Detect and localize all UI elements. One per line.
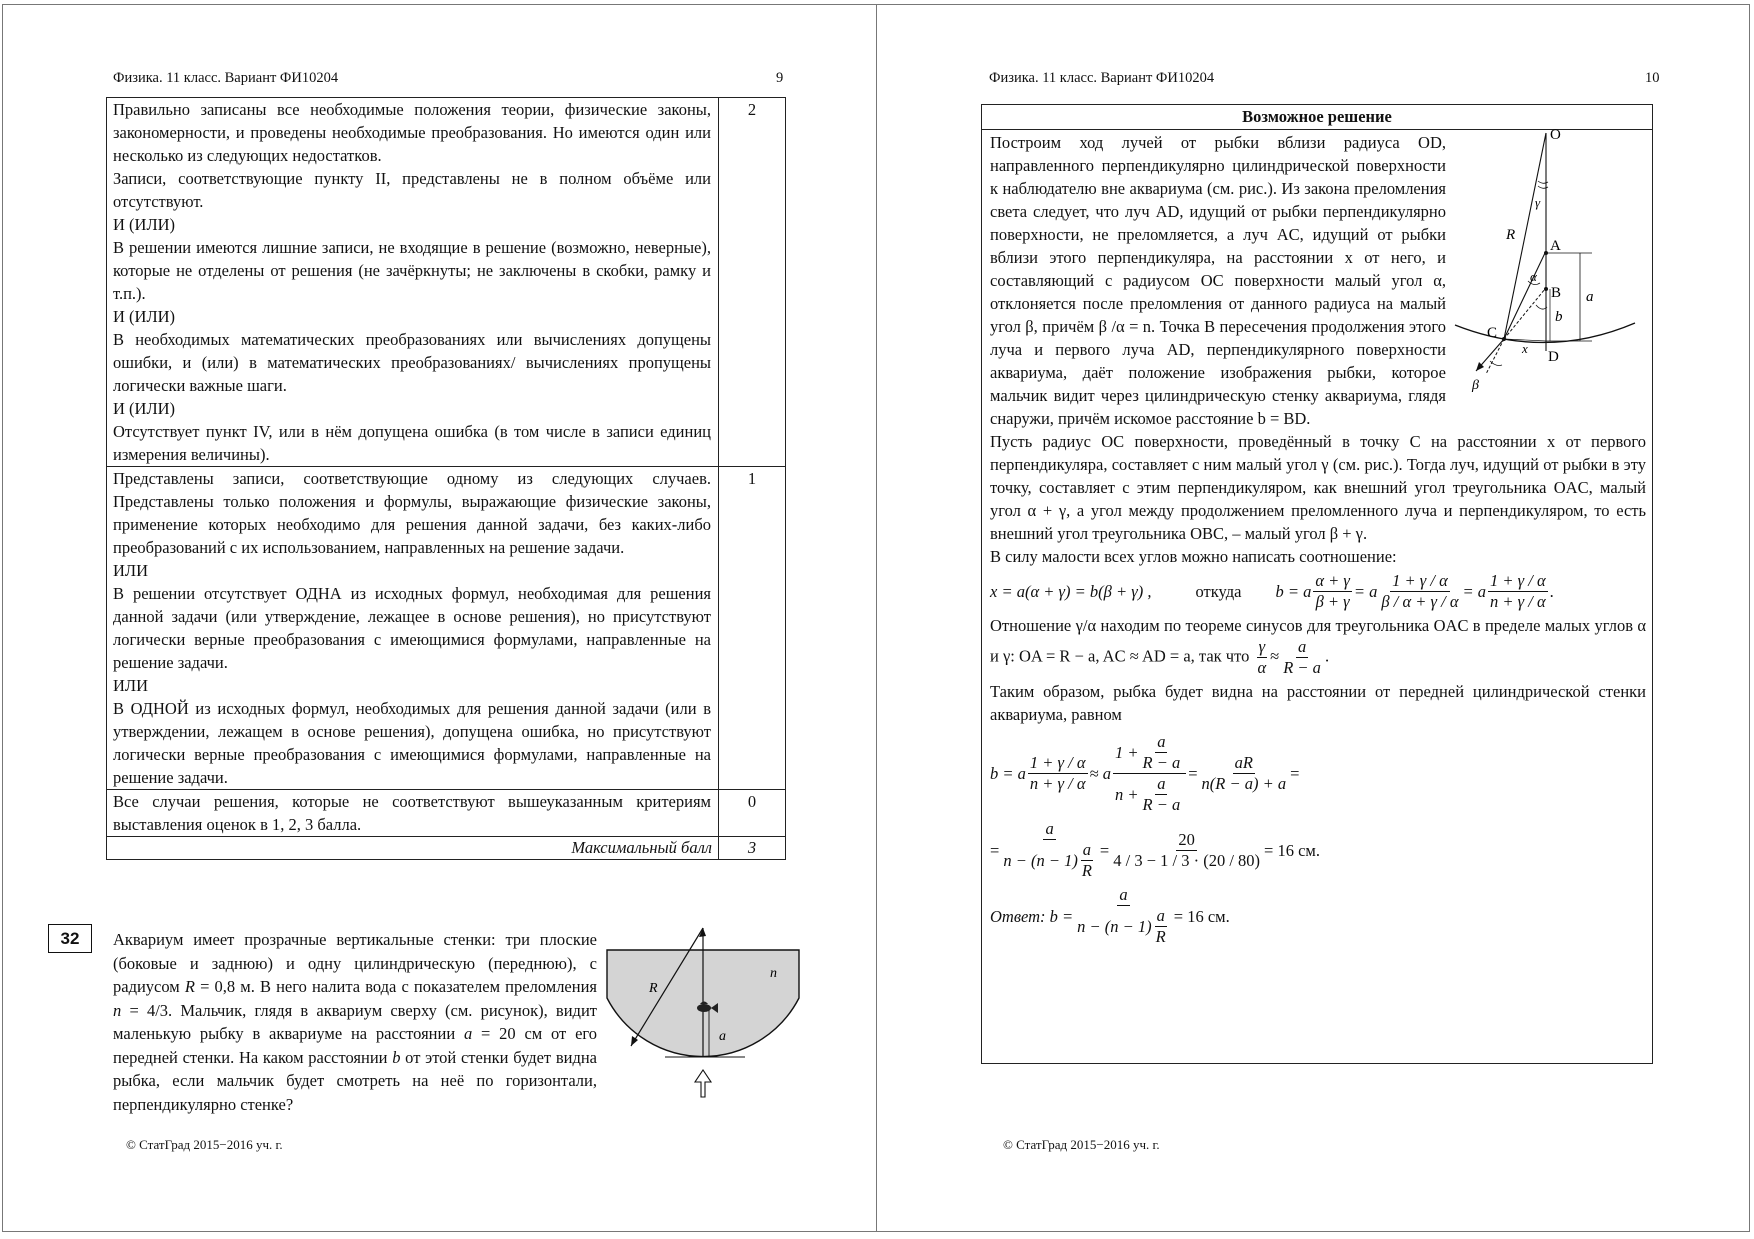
numerator: a [1119, 885, 1128, 904]
eq-text: b = [1049, 906, 1074, 926]
label-O: O [1550, 129, 1561, 143]
fraction [1111, 830, 1262, 871]
numerator: a [1157, 774, 1166, 793]
criteria-text: ИЛИ [113, 561, 149, 580]
eq-text: ≈ a [1089, 764, 1111, 783]
solution-title: Возможное решение [982, 105, 1652, 130]
denominator: R − a [1142, 795, 1181, 814]
compound-fraction [1001, 819, 1098, 881]
aquarium-figure [605, 922, 805, 1127]
task-number: 32 [48, 924, 92, 953]
compound-fraction [1075, 885, 1172, 947]
answer-label: Ответ: [990, 906, 1046, 926]
numerator [1113, 732, 1186, 774]
label-x: x [1522, 341, 1528, 356]
denominator: R [1081, 861, 1092, 880]
eq-text: b = a [1275, 581, 1312, 601]
label-beta: β [1472, 378, 1479, 393]
left-page-header: Физика. 11 класс. Вариант ФИ10204 [113, 70, 339, 86]
numerator: a [1156, 906, 1165, 925]
fraction [1200, 753, 1289, 794]
label-R: R [1506, 227, 1516, 243]
numerator: 20 [1178, 829, 1195, 849]
criteria-max-row [107, 837, 786, 860]
numerator: α + γ [1315, 570, 1350, 590]
criteria-text: Отсутствует пункт IV, или в нём допущена ошибка (в том числе в записи единиц измерения величины). [113, 422, 711, 464]
eq-text: = [1188, 764, 1198, 783]
label-R: R [649, 981, 658, 996]
eq-text: x = a(α + γ) = b(β + γ) , [990, 581, 1152, 601]
criteria-row-0 [107, 790, 786, 837]
numerator: 1 + γ / α [1029, 753, 1086, 772]
equation-3 [990, 819, 1646, 881]
denominator: β / α + γ / α [1381, 591, 1459, 611]
denominator: 4 / 3 − 1 / 3 · (20 / 80) [1113, 850, 1261, 870]
eq-text: n − (n − 1) [1077, 916, 1152, 936]
task-symbol: n [113, 1000, 122, 1020]
label-B: B [1551, 285, 1562, 301]
criteria-row-2 [107, 98, 786, 467]
solution-paragraph: В силу малости всех углов можно написать соотношение: [990, 547, 1397, 566]
eq-text: = 16 см. [1264, 840, 1320, 860]
criteria-text: В решении имеются лишние записи, не входящие в решение (возможно, неверные), которые не отделены от решения (не зачёркнуты; не заключены в скобки, рамку и т.п.). [113, 238, 711, 303]
criteria-row-1 [107, 467, 786, 790]
denominator: R − a [1283, 658, 1321, 677]
solution-body [990, 131, 1646, 947]
criteria-score: 1 [719, 467, 786, 790]
refraction-diagram [1450, 129, 1650, 429]
fraction [1140, 732, 1182, 773]
label-a: a [719, 1029, 726, 1044]
paragraph-text: Отношение γ/α находим по теореме синусов для треугольника OAC в пределе малых углов α и γ: OA = R − a, AC ≈ AD = a, так что [990, 616, 1646, 666]
criteria-text: Представлены записи, соответствующие одному из следующих случаев. Представлены только положения и формулы, выражающие физические законы, применение которых необходимо для решения данной задачи, без каких-либо преобразований с их использованием, направленных на решение задачи. [113, 469, 711, 557]
label-a: a [1586, 289, 1594, 305]
task-text-part: = 20 см от его передней стенки. На каком расстоянии [113, 1024, 597, 1067]
criteria-text: В необходимых математических преобразованиях или вычислениях допущены ошибки, и (или) в математических преобразованиях/ вычислениях пропущены логически важные шаги. [113, 330, 711, 395]
point-A [1544, 251, 1548, 255]
right-page-header: Физика. 11 класс. Вариант ФИ10204 [989, 70, 1215, 86]
point-B [1544, 287, 1548, 291]
task-symbol: b [392, 1047, 401, 1067]
criteria-text: В решении отсутствует ОДНА из исходных формул, необходимая для решения данной задачи (или утверждение, лежащее в основе решения), но присутствуют логически верные преобразования с имеющимися формулами, направленные на решение задачи. [113, 584, 711, 672]
numerator: 1 + γ / α [1490, 570, 1546, 590]
eq-text: b = a [990, 764, 1026, 783]
angle-arc [1536, 305, 1547, 309]
solution-box [981, 104, 1653, 1064]
denominator [1075, 906, 1172, 947]
fraction [1313, 571, 1352, 612]
solution-paragraph: Пусть радиус OC поверхности, проведённый в точку C на расстоянии x от первого перпендикуляра, составляет с ним малый угол γ (см. рис.). Тогда луч, идущий от рыбки в эту точку, составляет с этим перпендикуляром, как внешний угол треугольника OAC, малый угол α + γ, а угол между продолжением преломленного луча и перпендикуляром, то есть внешний угол треугольника OBC, – малый угол β + γ. [990, 432, 1646, 543]
numerator: a [1082, 840, 1091, 859]
left-page-footer: © СтатГрад 2015−2016 уч. г. [126, 1137, 283, 1152]
label-C: C [1487, 325, 1498, 341]
answer-value: = 16 см. [1173, 906, 1230, 926]
task-text-part: от этой стенки будет видна рыбка, если мальчик будет смотреть на неё по горизонтали, перпендикулярно стенке? [113, 1047, 597, 1114]
task-text-part: Аквариум имеет прозрачные вертикальные стенки: три плоские (боковые и заднюю) и одну цилиндрическую (переднюю), с радиусом [113, 930, 597, 996]
solution-paragraph: Построим ход лучей от рыбки вблизи радиуса OD, направленного перпендикулярно цилиндрической поверхности к наблюдателю вне аквариума (см. рис.). Из закона преломления света следует, что луч AD, идущий от рыбки перпендикулярно поверхности, не преломляется, а луч AC, идущий от рыбки вблизи этого перпендикуляра, на расстоянии x от него, и составляющий с радиусом OC поверхности малый угол α, отклоняется после преломления от данного радиуса на малый угол β, причём β /α = n. Точка B пересечения продолжения этого луча и первого луча AD, перпендикулярного поверхности аквариума, даёт положение изображения рыбки, которое мальчик видит через цилиндрическую стенку аквариума, глядя снаружи, причём искомое расстояние b = BD. [990, 133, 1446, 428]
task-symbol: R [184, 977, 195, 996]
point-C [1502, 337, 1506, 341]
eq-text: откуда [1195, 581, 1242, 601]
eq-text: n + [1114, 784, 1139, 804]
criteria-table [106, 97, 786, 860]
task-text-part: = 4/3. Мальчик, глядя в аквариум сверху (см. рисунок), видит маленькую рыбку в аквариуме на расстоянии [113, 1000, 597, 1043]
label-alpha: α [1530, 269, 1537, 284]
eq-text: = a [1353, 581, 1378, 601]
label-A: A [1550, 238, 1561, 254]
task-text-part: = 0,8 м. В него налита вода с показателем преломления [194, 977, 597, 996]
denominator: n + γ / α [1490, 591, 1546, 611]
task-text [113, 928, 597, 1116]
right-page-footer: © СтатГрад 2015−2016 уч. г. [1003, 1137, 1160, 1152]
numerator: a [1157, 732, 1166, 751]
label-gamma: γ [1535, 195, 1541, 210]
fraction [1154, 906, 1168, 947]
fraction [1028, 753, 1088, 794]
denominator: β + γ [1315, 591, 1350, 611]
criteria-text: Правильно записаны все необходимые положения теории, физические законы, закономерности, и проведены необходимые преобразования. Но имеются один или несколько из следующих недостатков. [113, 100, 711, 165]
eq-text: 1 + [1114, 742, 1139, 762]
criteria-description [107, 467, 719, 790]
left-page [0, 0, 876, 1239]
fraction [1140, 774, 1182, 815]
eq-text: . [1549, 581, 1554, 601]
label-b: b [1555, 309, 1563, 325]
fraction [1379, 571, 1460, 612]
label-n: n [770, 966, 777, 981]
denominator: R − a [1142, 753, 1181, 772]
criteria-text: И (ИЛИ) [113, 307, 176, 326]
numerator: a [1045, 819, 1054, 838]
criteria-score: 2 [719, 98, 786, 467]
max-score-value: 3 [719, 837, 786, 860]
eq-text: = [990, 840, 1000, 860]
denominator: α [1257, 658, 1267, 677]
criteria-text: И (ИЛИ) [113, 215, 176, 234]
answer [990, 885, 1646, 947]
aquarium-diagram [605, 922, 805, 1122]
eq-text: . [1324, 646, 1330, 666]
left-page-number: 9 [776, 70, 784, 86]
criteria-text: И (ИЛИ) [113, 399, 176, 418]
numerator: a [1297, 637, 1307, 656]
criteria-description [107, 790, 719, 837]
criteria-text: В ОДНОЙ из исходных формул, необходимых для решения данной задачи (или в утверждении, лежащем в основе решения), допущена ошибка, но присутствуют логически верные преобразования с имеющимися формулами, направленные на решение задачи. [113, 699, 711, 787]
solution-paragraph [990, 614, 1646, 678]
criteria-score: 0 [719, 790, 786, 837]
denominator: n + γ / α [1029, 774, 1086, 793]
eye-arrow-icon [695, 1070, 711, 1097]
criteria-text: Все случаи решения, которые не соответствуют вышеуказанным критериям выставления оценок в 1, 2, 3 балла. [113, 792, 711, 834]
criteria-text: Записи, соответствующие пункту II, представлены не в полном объёме или отсутствуют. [113, 169, 711, 211]
label-D: D [1548, 349, 1559, 365]
numerator: aR [1234, 753, 1253, 772]
denominator [1001, 840, 1098, 881]
max-score-label: Максимальный балл [107, 837, 719, 860]
fraction [1255, 637, 1268, 678]
equation-1 [990, 568, 1646, 614]
solution-paragraph: Таким образом, рыбка будет видна на расстоянии от передней цилиндрической стенки аквариума, равном [990, 682, 1646, 724]
criteria-text: ИЛИ [113, 676, 149, 695]
arrowhead [631, 1036, 638, 1046]
denominator [1113, 774, 1186, 815]
denominator: n(R − a) + a [1201, 774, 1287, 793]
fraction [1488, 571, 1548, 612]
fraction [1080, 840, 1094, 881]
equation-2 [990, 732, 1646, 815]
eq-text: = a [1462, 581, 1487, 601]
eq-text: = [1099, 840, 1110, 860]
task-symbol: a [463, 1024, 473, 1043]
eq-text: ≈ [1270, 646, 1280, 666]
denominator: R [1155, 927, 1166, 946]
numerator: γ [1258, 637, 1266, 656]
refraction-figure [1450, 129, 1650, 429]
numerator: 1 + γ / α [1392, 570, 1448, 590]
eq-text: = [1290, 764, 1300, 783]
criteria-description [107, 98, 719, 467]
fraction [1281, 637, 1323, 678]
right-page-number: 10 [1645, 70, 1660, 86]
compound-fraction [1113, 732, 1186, 815]
eq-text: n − (n − 1) [1003, 850, 1078, 870]
cylinder-surface [1455, 323, 1635, 343]
